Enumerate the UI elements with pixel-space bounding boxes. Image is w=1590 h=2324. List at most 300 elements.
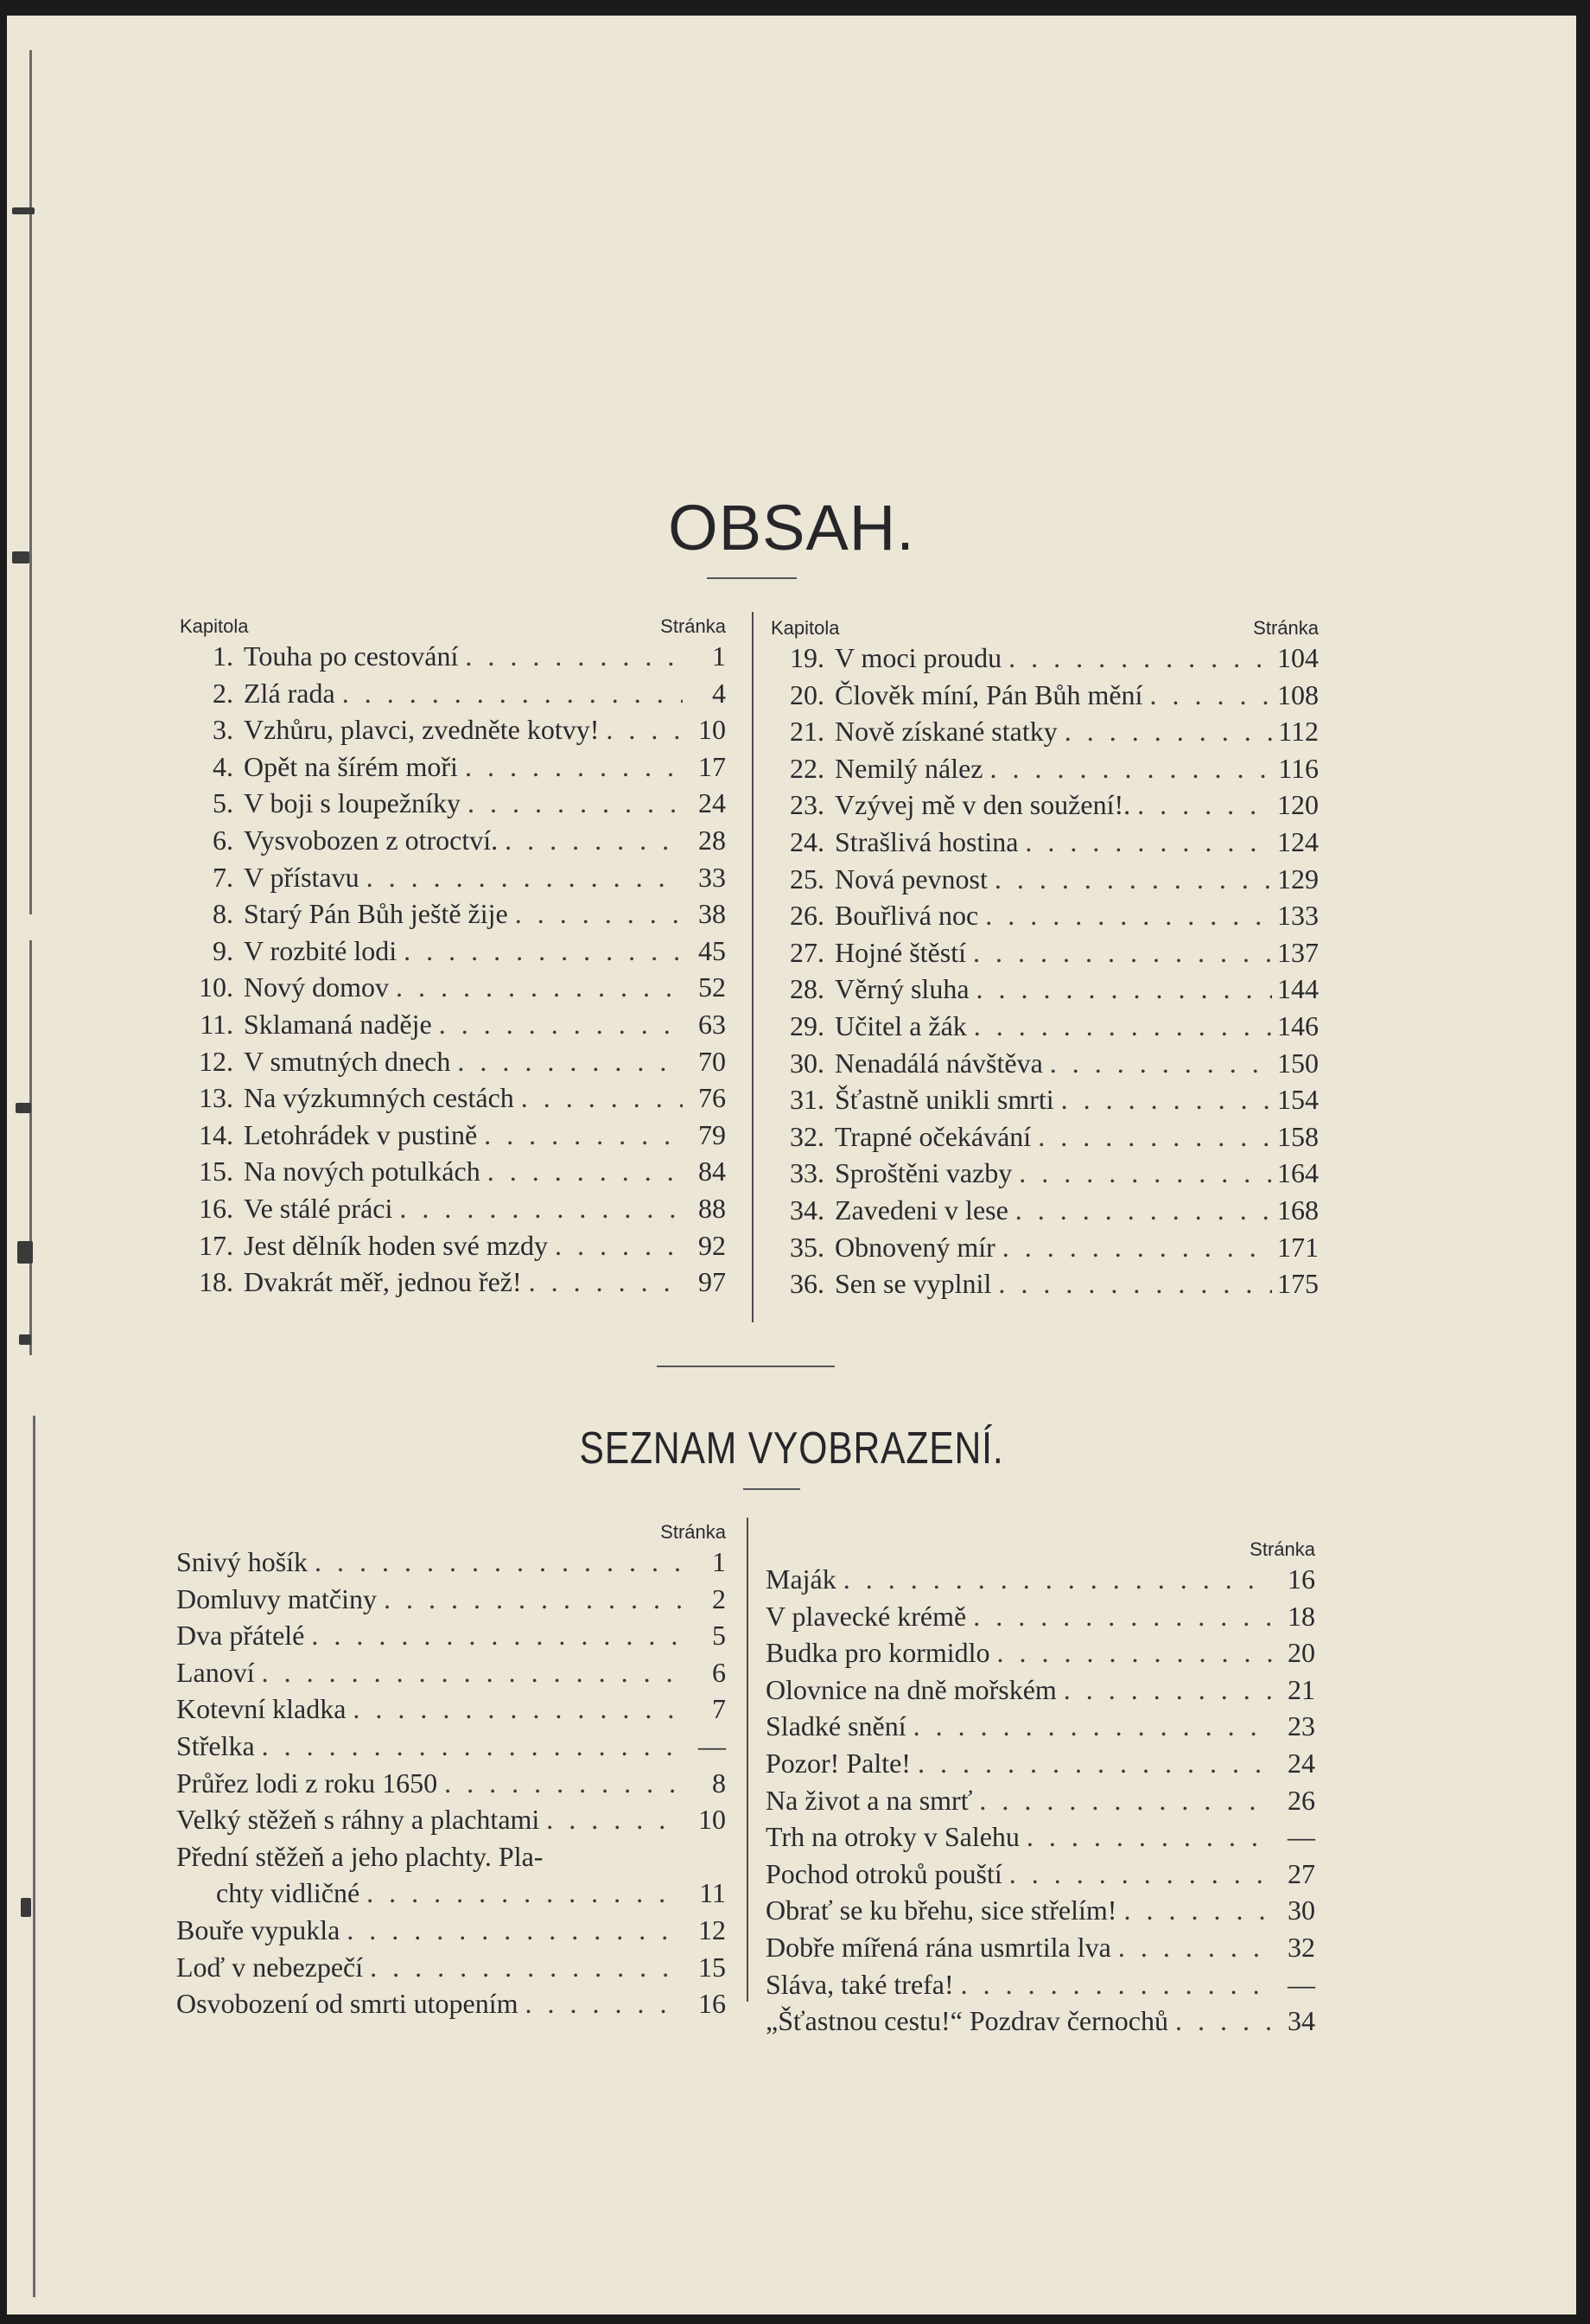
figure-title: Snivý hošík [176,1546,308,1577]
toc-entry [180,1190,726,1227]
toc-entry [771,1192,1319,1229]
toc-entry [180,1153,726,1190]
chapter-header: Kapitola [771,617,840,639]
chapter-number: 28. [790,973,824,1005]
chapter-title: V boji s loupežníky [244,787,461,819]
figure-title: Na život a na smrť [766,1784,973,1816]
figure-title: Olovnice na dně mořském [766,1673,1057,1705]
page-header: Stránka [660,1521,726,1543]
toc-entry [180,1006,726,1043]
page-number: 154 [1277,1084,1319,1116]
page-number: 26 [1288,1784,1315,1816]
figure-title: Přední stěžeň a jeho plachty. Pla- [176,1840,544,1872]
figure-entry [176,1654,726,1691]
figure-entry [766,1671,1315,1709]
chapter-number: 14. [199,1118,233,1150]
dot-leader [599,711,683,748]
chapter-title: V moci proudu [835,642,1002,673]
chapter-title: Vysvobozen z otroctví. [244,824,499,856]
chapter-number: 6. [213,824,233,856]
toc-entry [180,1117,726,1154]
chapter-title: Učitel a žák [835,1009,967,1041]
page-number: 21 [1288,1673,1315,1705]
chapter-number: 18. [199,1266,233,1298]
dot-leader [966,1598,1272,1635]
chapter-number: 5. [213,787,233,819]
page-number: 104 [1277,642,1319,673]
figure-entry [176,1801,726,1838]
figure-title: Pozor! Palte! [766,1747,911,1779]
figure-entry [176,1838,726,1875]
figure-title: „Šťastnou cestu!“ Pozdrav černochů [766,2005,1168,2037]
dot-leader [983,750,1273,787]
figures-right-column [766,1535,1315,2040]
chapter-number: 1. [213,640,233,672]
chapter-title: Jest dělník hoden své mzdy [244,1229,548,1261]
toc-entry [180,933,726,970]
dot-leader [1043,1045,1272,1082]
figure-title: Bouře vypukla [176,1913,340,1945]
page-number: 124 [1277,825,1319,857]
dot-leader [1018,824,1272,861]
chapter-title: Dvakrát měř, jednou řež! [244,1266,522,1298]
dot-leader [990,1634,1272,1671]
dot-leader [346,1690,683,1728]
figures-title: SEZNAM VYOBRAZENÍ. [579,1423,1004,1474]
figure-title: Osvobození od smrti utopením [176,1988,518,2020]
dot-leader [1002,640,1272,677]
chapter-title: V přístavu [244,861,359,893]
dot-leader [548,1227,683,1264]
dot-leader [991,1265,1272,1302]
page-number: 137 [1277,936,1319,968]
page-number: 70 [698,1045,726,1077]
chapter-title: Šťastně unikli smrti [835,1084,1054,1116]
page-number: 10 [698,714,726,746]
figure-entry [766,2002,1315,2040]
figure-entry [766,1598,1315,1635]
toc-entry [180,675,726,712]
page-number: 10 [698,1804,726,1836]
toc-entry [771,934,1319,971]
toc-entry [771,1081,1319,1118]
figure-entry [176,1728,726,1765]
chapter-number: 3. [213,714,233,746]
chapter-title: Nový domov [244,971,389,1003]
toc-entry [180,638,726,675]
toc-entry [180,1043,726,1080]
chapter-title: Sproštěni vazby [835,1157,1013,1189]
toc-entry [180,711,726,748]
figure-title: Kotevní kladka [176,1693,347,1725]
page-number: 8 [712,1767,726,1799]
figure-title: Dva přátelé [176,1620,305,1652]
chapter-number: 12. [199,1045,233,1077]
toc-entry [771,861,1319,898]
page-number: 92 [698,1229,726,1261]
column-divider [752,612,754,1322]
binding-edge [29,50,32,914]
chapter-title: Na výzkumných cestách [244,1082,514,1114]
toc-entry [771,750,1319,787]
dot-leader [1008,1192,1272,1229]
toc-entry [771,1045,1319,1082]
chapter-title: V smutných dnech [244,1045,451,1077]
dot-leader [966,934,1272,971]
figure-title: Sláva, také trefa! [766,1968,954,2000]
dot-leader [1130,786,1272,824]
chapter-number: 24. [790,825,824,857]
chapter-title: Nová pevnost [835,863,988,895]
dot-leader [518,1985,683,2022]
toc-entry [771,713,1319,750]
page-header: Stránka [1250,1538,1315,1560]
dot-leader [437,1765,683,1802]
dot-leader [978,897,1272,934]
chapter-title: Opět na šírém moři [244,750,458,782]
dot-leader [1020,1818,1272,1856]
dot-leader [514,1079,683,1117]
page-number: 18 [1288,1600,1315,1632]
chapter-number: 20. [790,678,824,710]
dot-leader [1168,2002,1272,2040]
page-number: 150 [1277,1047,1319,1079]
chapter-title: Nově získané statky [835,716,1058,748]
chapter-number: 17. [199,1229,233,1261]
section-rule [657,1366,835,1367]
toc-entry [180,1079,726,1117]
column-divider [747,1518,748,2002]
dot-leader [359,859,683,896]
dot-leader [522,1264,683,1301]
figure-entry [176,1875,726,1912]
dot-leader [477,1117,683,1154]
toc-entry [771,824,1319,861]
chapter-number: 13. [199,1082,233,1114]
dot-leader [480,1153,683,1190]
book-page [7,16,1576,2314]
page-number: 32 [1288,1931,1315,1963]
chapter-title: Hojné štěstí [835,936,966,968]
dot-leader [450,1043,683,1080]
binding-edge [33,1416,35,2297]
page-number: 33 [698,861,726,893]
page-header: Stránka [660,615,726,637]
page-number: — [698,1729,726,1761]
page-number: 146 [1277,1009,1319,1041]
chapter-title: Zlá rada [244,677,335,709]
page-number: 16 [1288,1563,1315,1595]
page-number: 116 [1278,752,1319,784]
chapter-title: Věrný sluha [835,973,970,1005]
chapter-title: Vzývej mě v den soužení!. [835,789,1131,821]
binding-mark [19,1334,31,1345]
figure-entry [766,1708,1315,1745]
chapter-title: Vzhůru, plavci, zvedněte kotvy! [244,714,600,746]
toc-entry [771,1265,1319,1302]
toc-entry [771,786,1319,824]
toc-entry [180,748,726,786]
figures-left-column [176,1518,726,2022]
chapter-number: 22. [790,752,824,784]
dot-leader [340,1912,683,1949]
chapter-number: 4. [213,750,233,782]
chapter-title: Obnovený mír [835,1231,995,1263]
chapter-number: 9. [213,934,233,966]
figure-title: Maják [766,1563,836,1595]
toc-entry [180,859,726,896]
dot-leader [1002,1856,1272,1893]
figure-entry [766,1892,1315,1929]
figure-title: Dobře mířená rána usmrtila lva [766,1931,1111,1963]
toc-entry [180,895,726,933]
chapter-title: Letohrádek v pustině [244,1118,478,1150]
page-number: 129 [1277,863,1319,895]
page-number: 171 [1277,1231,1319,1263]
toc-entry [771,1229,1319,1266]
figure-entry [766,1856,1315,1893]
dot-leader [461,785,683,822]
dot-leader [988,861,1272,898]
dot-leader [836,1561,1272,1598]
figure-entry [176,1949,726,1986]
figure-title: Pochod otroků pouští [766,1857,1002,1889]
chapter-number: 34. [790,1194,824,1226]
chapter-title: Ve stálé práci [244,1192,393,1224]
page-number: 175 [1277,1268,1319,1300]
toc-entry [771,1155,1319,1192]
dot-leader [1057,1671,1272,1709]
figure-entry [176,1544,726,1581]
dot-leader [1012,1155,1272,1192]
figure-title: Budka pro kormidlo [766,1637,990,1669]
toc-entry [180,1264,726,1301]
chapter-number: 33. [790,1157,824,1189]
figure-entry [176,1765,726,1802]
page-number: 45 [698,934,726,966]
chapter-number: 35. [790,1231,824,1263]
dot-leader [458,748,683,786]
figure-entry [766,1966,1315,2003]
page-number: 24 [1288,1747,1315,1779]
figure-title: Lanoví [176,1656,255,1688]
chapter-title: Na nových potulkách [244,1156,480,1187]
toc-title: OBSAH. [668,492,915,563]
figure-title: Trh na otroky v Salehu [766,1821,1020,1853]
page-number: 84 [698,1156,726,1187]
dot-leader [508,895,683,933]
title-rule [743,1488,800,1490]
chapter-number: 19. [790,642,824,673]
page-number: — [1288,1821,1315,1853]
chapter-title: Člověk míní, Pán Bůh mění [835,678,1143,710]
figure-title: Obrať se ku břehu, sice střelím! [766,1894,1117,1926]
page-number: 16 [698,1988,726,2020]
chapter-number: 30. [790,1047,824,1079]
chapter-title: Nemilý nález [835,752,983,784]
chapter-title: Zavedeni v lese [835,1194,1008,1226]
page-number: 133 [1277,900,1319,932]
page-number: 88 [698,1192,726,1224]
dot-leader [906,1708,1272,1745]
chapter-number: 7. [213,861,233,893]
chapter-number: 8. [213,898,233,930]
dot-leader [954,1966,1272,2003]
dot-leader [1054,1081,1272,1118]
page-number: 6 [712,1656,726,1688]
column-header [771,614,1319,640]
dot-leader [458,638,683,675]
page-number: 12 [698,1913,726,1945]
chapter-number: 15. [199,1156,233,1187]
toc-right-column [771,614,1319,1302]
dot-leader [1142,677,1272,714]
figure-entry [766,1929,1315,1966]
page-number: 4 [712,677,726,709]
binding-mark [16,1103,31,1113]
dot-leader [1111,1929,1272,1966]
dot-leader [498,822,683,859]
column-header [176,1518,726,1544]
page-number: 5 [712,1620,726,1652]
page-number: 108 [1277,678,1319,710]
title-rule [707,577,797,579]
toc-entry [180,969,726,1006]
dot-leader [392,1190,683,1227]
figure-entry [176,1581,726,1618]
chapter-number: 26. [790,900,824,932]
chapter-title: Starý Pán Bůh ještě žije [244,898,508,930]
page-header: Stránka [1253,617,1319,639]
chapter-number: 31. [790,1084,824,1116]
figure-entry [766,1745,1315,1782]
chapter-title: Strašlivá hostina [835,825,1019,857]
toc-entry [180,822,726,859]
column-header [766,1535,1315,1561]
figure-entry [766,1818,1315,1856]
figure-entry [176,1690,726,1728]
binding-mark [12,207,35,214]
dot-leader [911,1745,1272,1782]
dot-leader [255,1654,683,1691]
dot-leader [363,1949,683,1986]
figure-entry [176,1912,726,1949]
dot-leader [967,1008,1272,1045]
chapter-header: Kapitola [180,615,249,637]
toc-entry [771,971,1319,1008]
dot-leader [432,1006,683,1043]
page-number: 63 [698,1008,726,1040]
figure-entry [176,1985,726,2022]
page-number: 1 [712,1546,726,1577]
chapter-number: 10. [199,971,233,1003]
page-number: 7 [712,1693,726,1725]
figure-title: Sladké snění [766,1710,906,1742]
page-number: 120 [1277,789,1319,821]
page-number: 79 [698,1118,726,1150]
page-number: 30 [1288,1894,1315,1926]
chapter-number: 21. [790,716,824,748]
dot-leader [1116,1892,1272,1929]
figure-entry [766,1634,1315,1671]
chapter-title: Touha po cestování [244,640,459,672]
figure-title: Průřez lodi z roku 1650 [176,1767,438,1799]
toc-entry [771,897,1319,934]
toc-entry [180,1227,726,1264]
chapter-title: Nenadálá návštěva [835,1047,1043,1079]
page-number: 1 [712,640,726,672]
chapter-number: 36. [790,1268,824,1300]
page-number: 112 [1278,716,1319,748]
chapter-number: 11. [200,1008,233,1040]
page-number: 23 [1288,1710,1315,1742]
page-number: 27 [1288,1857,1315,1889]
dot-leader [397,933,683,970]
figure-title: Střelka [176,1729,255,1761]
page-number: — [1288,1968,1315,2000]
dot-leader [335,675,683,712]
page-number: 28 [698,824,726,856]
chapter-number: 23. [790,789,824,821]
page-number: 24 [698,787,726,819]
column-header [180,612,726,638]
chapter-title: Sen se vyplnil [835,1268,992,1300]
figure-title: Domluvy matčiny [176,1582,377,1614]
binding-mark [21,1898,31,1917]
dot-leader [995,1229,1272,1266]
chapter-number: 16. [199,1192,233,1224]
dot-leader [359,1875,683,1912]
chapter-title: Trapné očekávání [835,1120,1032,1152]
page-number: 20 [1288,1637,1315,1669]
page-number: 38 [698,898,726,930]
chapter-number: 2. [213,677,233,709]
figure-entry [766,1782,1315,1819]
dot-leader [377,1581,683,1618]
figure-entry [176,1617,726,1654]
chapter-number: 32. [790,1120,824,1152]
dot-leader [1058,713,1273,750]
page-number: 52 [698,971,726,1003]
chapter-number: 27. [790,936,824,968]
toc-entry [771,1008,1319,1045]
dot-leader [539,1801,683,1838]
binding-mark [17,1241,33,1264]
chapter-title: Bouřlivá noc [835,900,979,932]
toc-entry [771,1118,1319,1156]
dot-leader [972,1782,1272,1819]
dot-leader [1031,1118,1272,1156]
chapter-title: V rozbité lodi [244,934,398,966]
dot-leader [308,1544,683,1581]
toc-entry [771,640,1319,677]
page-number: 168 [1277,1194,1319,1226]
figure-title: chty vidličné [216,1877,360,1909]
toc-entry [180,785,726,822]
page-number: 11 [699,1877,726,1909]
page-number: 2 [712,1582,726,1614]
toc-entry [771,677,1319,714]
chapter-title: Sklamaná naděje [244,1008,432,1040]
figure-title: Loď v nebezpečí [176,1951,364,1983]
page-number: 144 [1277,973,1319,1005]
page-number: 17 [698,750,726,782]
figure-title: V plavecké krémě [766,1600,967,1632]
dot-leader [970,971,1272,1008]
toc-left-column [180,612,726,1301]
binding-edge [29,940,32,1355]
page-number: 158 [1277,1120,1319,1152]
